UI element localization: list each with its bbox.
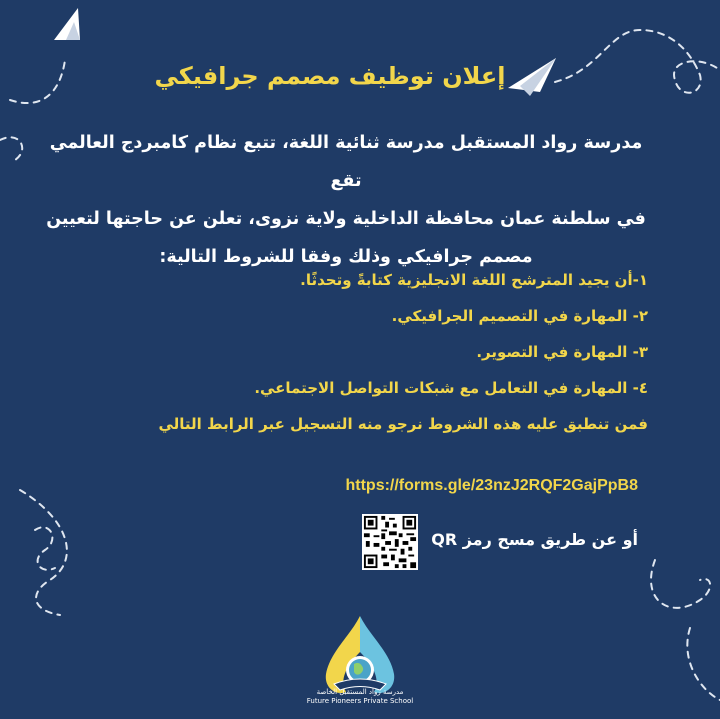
- condition-item: ٣- المهارة في التصوير.: [476, 343, 648, 361]
- intro-paragraph: [40, 124, 652, 276]
- dashed-trail-bottom-left: [20, 490, 67, 615]
- qr-label: أو عن طريق مسح رمز QR: [431, 530, 638, 549]
- condition-item: ٢- المهارة في التصميم الجرافيكي.: [391, 307, 648, 325]
- dashed-trail-bottom-right: [651, 560, 710, 608]
- dashed-curve-bottom-right: [687, 628, 720, 700]
- condition-item: ١-أن يجيد المترشح اللغة الانجليزية كتابةً وتحدثًا.: [300, 271, 648, 289]
- school-name-english: Future Pioneers Private School: [306, 697, 414, 705]
- qr-section: [300, 514, 638, 574]
- dashed-trail-top-right: [555, 30, 720, 93]
- school-name-arabic: مدرسة رواد المستقبل الخاصة: [316, 688, 404, 696]
- announcement-title: إعلان توظيف مصمم جرافيكي: [154, 62, 506, 90]
- dashed-loop-left: [0, 137, 22, 160]
- registration-note: فمن تنطبق عليه هذه الشروط نرجو منه التسجيل عبر الرابط التالي: [158, 415, 648, 433]
- registration-link[interactable]: https://forms.gle/23nzJ2RQF2GajPpB8: [345, 477, 638, 494]
- paper-plane-icon: [54, 8, 80, 40]
- conditions-list: [120, 262, 648, 442]
- dashed-loop-bottom-left: [35, 527, 55, 570]
- school-logo-text: [295, 688, 425, 706]
- intro-line: مصمم جرافيكي وذلك وفقا للشروط التالية:: [159, 247, 533, 267]
- qr-code-icon[interactable]: [362, 514, 418, 570]
- condition-item: ٤- المهارة في التعامل مع شبكات التواصل الاجتماعي.: [254, 379, 648, 397]
- intro-line: في سلطنة عمان محافظة الداخلية ولاية نزوى، تعلن عن حاجتها لتعيين: [46, 209, 646, 229]
- intro-line: مدرسة رواد المستقبل مدرسة ثنائية اللغة، تتبع نظام كامبردج العالمي تقع: [49, 133, 643, 191]
- dashed-trail-top-left: [10, 60, 65, 103]
- paper-plane-icon: [508, 58, 556, 96]
